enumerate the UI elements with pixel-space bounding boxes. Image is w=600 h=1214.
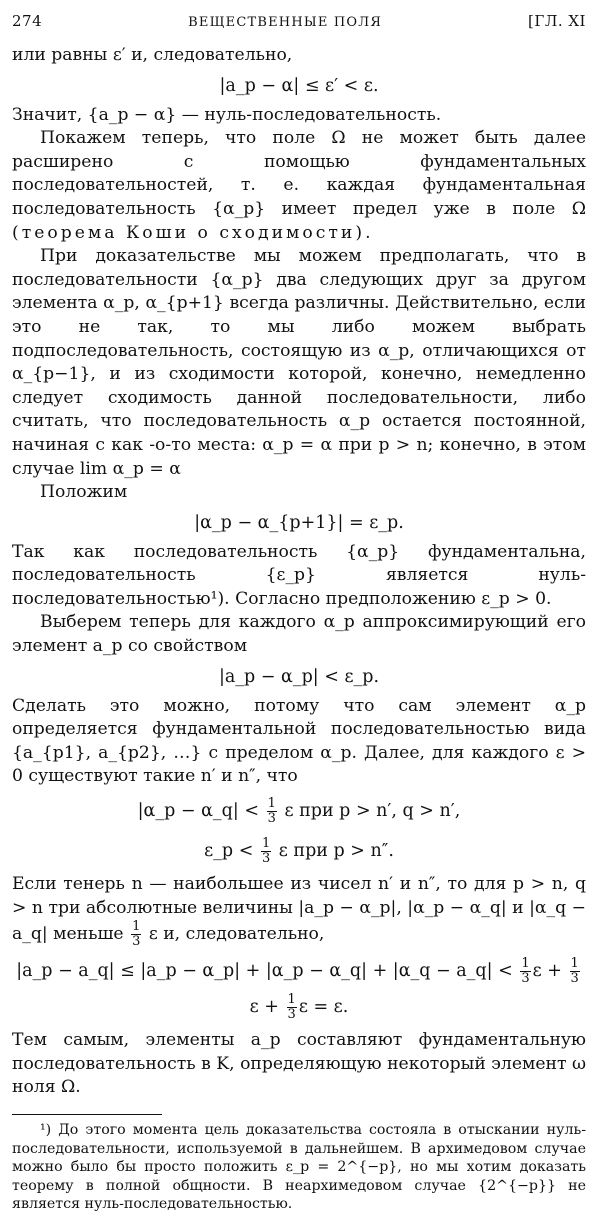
formula-6-left: |a_p − a_q| ≤ |a_p − α_p| + |α_p − α_q| + |α_q − a_q| < xyxy=(16,961,513,982)
fraction xyxy=(520,957,530,986)
fraction-denominator: 3 xyxy=(287,1007,296,1023)
theorem-name: (теорема Коши о сходимости). xyxy=(12,222,374,243)
formula-3: |a_p − α_p| < ε_p. xyxy=(218,666,380,687)
running-title: ВЕЩЕСТВЕННЫЕ ПОЛЯ xyxy=(188,15,383,30)
fraction-denominator: 3 xyxy=(132,934,141,950)
paragraph-2: При доказательстве мы можем предполагать, что в последовательности {α_p} два следующих друг за другом элемента α_p, α_{p+1} всегда различны. Действительно, если это не так, то мы либо можем выбрать подпоследовательность, состоящую из α_p, отличающихся от α_{p−1}, и из сходимости которой, конечно, немедленно следует сходимость данной последовательности, либо считать, что последовательность α_p остается постоянной, начиная с как -о-то места: α_p = α при p > n; конечно, в этом случае lim α_p = α xyxy=(12,246,586,479)
fraction xyxy=(287,993,297,1022)
formula-4-left: |α_p − α_q| < xyxy=(137,801,260,822)
fraction-numerator: 1 xyxy=(570,956,579,972)
main-text xyxy=(12,44,586,1100)
fraction-denominator: 3 xyxy=(267,811,276,827)
footnote-divider xyxy=(12,1114,162,1115)
paragraph-5: Сделать это можно, потому что сам элемент α_p определяется фундаментальной последовательностью вида {a_{p1}, a_{p2}, …} с пределом α_p. Далее, для каждого ε > 0 существуют такие n′ и n″, что xyxy=(12,695,586,787)
page-number: 274 xyxy=(12,12,43,30)
paragraph-4: Выберем теперь для каждого α_p аппроксимирующий его элемент a_p со свойством xyxy=(12,612,586,657)
formula-4 xyxy=(12,793,586,829)
paragraph-6-tail: ε и, следовательно, xyxy=(148,924,325,945)
chapter-label: [ГЛ. XI xyxy=(528,12,586,30)
line-1: или равны ε′ и, следовательно, xyxy=(12,45,293,65)
fraction-numerator: 1 xyxy=(287,992,296,1008)
fraction-denominator: 3 xyxy=(261,851,271,867)
formula-2: |α_p − α_{p+1}| = ε_p. xyxy=(194,512,404,533)
fraction-denominator: 3 xyxy=(570,971,579,987)
formula-6-term-3: ε = ε. xyxy=(298,997,349,1018)
formula-4-right: ε при p > n′, q > n′, xyxy=(284,801,461,822)
fraction-numerator: 1 xyxy=(267,796,276,812)
fraction-numerator: 1 xyxy=(261,836,271,852)
paragraph-6-text: Если тенерь n — наибольшее из чисел n′ и n″, то для p > n, q > n три абсолютные величины |a_p − α_p|, |α_p − α_q| и |α_q − a_q| меньше xyxy=(12,874,586,945)
fraction-numerator: 1 xyxy=(132,919,141,935)
paragraph-1 xyxy=(12,127,586,245)
formula-5-right: ε при p > n″. xyxy=(278,841,394,862)
formula-5 xyxy=(12,833,586,869)
formula-5-left: ε_p < xyxy=(204,841,254,862)
paragraph-3: Так как последовательность {α_p} фундаментальна, последовательность {ε_p} является нуль-последовательностью¹). Согласно предположению ε_p > 0. xyxy=(12,541,586,609)
formula-6-term-2: ε + xyxy=(249,997,279,1018)
fraction xyxy=(261,837,271,866)
line-2: Значит, {a_p − α} — нуль-последовательность. xyxy=(12,104,442,125)
paragraph-6 xyxy=(12,873,586,949)
paragraph-1-text: Покажем теперь, что поле Ω не может быть далее расширено с помощью фундаментальных последовательностей, т. е. каждая фундаментальная последовательность {α_p} имеет предел уже в поле Ω xyxy=(12,128,586,219)
line-3: Положим xyxy=(40,482,128,503)
paragraph-7: Тем самым, элементы a_p составляют фундаментальную последовательность в K, определяющую некоторый элемент ω ноля Ω. xyxy=(12,1030,586,1098)
fraction xyxy=(131,920,141,949)
formula-1: |a_p − α| ≤ ε′ < ε. xyxy=(219,75,379,96)
formula-6 xyxy=(12,953,586,1025)
formula-6-term-1: ε + xyxy=(532,961,562,982)
footnote: ¹) До этого момента цель доказательства состояла в отыскании нуль-последовательности, используемой в дальнейшем. В архимедовом случае можно было бы просто положить ε_p = 2^{−p}, но мы хотим доказать теорему в полной общности. В неархимедовом случае {2^{−p}} не является нуль-последовательностью. xyxy=(12,1122,586,1212)
fraction xyxy=(570,957,580,986)
fraction-numerator: 1 xyxy=(521,956,530,972)
fraction-denominator: 3 xyxy=(521,971,530,987)
running-header xyxy=(12,12,586,30)
fraction xyxy=(267,797,277,826)
